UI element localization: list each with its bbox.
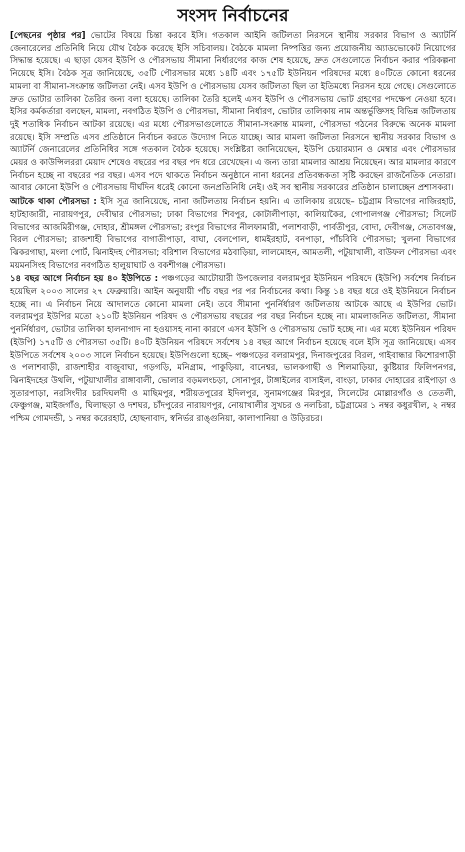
paragraph-3 <box>10 273 456 425</box>
subhead-pending-municipalities: আটকে থাকা পৌরসভা : <box>10 197 97 208</box>
paragraph-1-text: ভোটের বিষয়ে চিন্তা করবে ইসি। গতকাল আইনি জটিলতা নিরসনে স্থানীয় সরকার বিভাগ ও অ্যাটর্নি জেনারেলের প্রতিনিধি নিয়ে যৌথ বৈঠক করেছে ইসি সচিবালয়। বৈঠকে মামলা নিষ্পত্তির জন্য প্রয়োজনীয় অ্যাডভোকেট নিয়োগের সিদ্ধান্ত হয়েছে। এ ছাড়া যেসব ইউপি ও পৌরসভায় সীমানা নির্ধারণের কাজ শেষ হয়েছে, দ্রুত সেগুলোতে নির্বাচন করার পরিকল্পনা নিয়েছে ইসি। বৈঠক সূত্র জানিয়েছে, ৩৫টি পৌরসভার মধ্যে ১৪টি এবং ১৭৫টি ইউনিয়ন পরিষদের মধ্যে ৪০টিতে কোনো ধরনের মামলা বা সীমানা-সংক্রান্ত জটিলতা নেই। এসব ইউপি ও পৌরসভায় যেসব জটিলতা ছিল তা ইতিমধ্যে নিরসন হয়ে গেছে। সেগুলোতে দ্রুত ভোটার তালিকা তৈরির জন্য বলা হয়েছে। তালিকা তৈরি হলেই এসব ইউপি ও পৌরসভায় ভোট গ্রহণের পদক্ষেপ নেওয়া হবে। ইসির কর্মকর্তারা বলছেন, মামলা, নবগঠিত ইউপি ও পৌরসভা, সীমানা নির্ধারণ, ভোটার তালিকায় নাম অন্তর্ভুক্তিসহ বিভিন্ন জটিলতায় দুই শতাধিক নির্বাচন আটকা রয়েছে। এর মধ্যে পৌরসভাগুলোতে সীমানা-সংক্রান্ত মামলা, পৌরসভা গঠনের বিরুদ্ধে অনেক মামলা রয়েছে। ইসি সম্প্রতি এসব প্রতিষ্ঠানে নির্বাচন করতে উদ্যোগ নিতে যাচ্ছে। আর মামলা জটিলতা নিরসনে স্থানীয় সরকার বিভাগ ও অ্যাটর্নি জেনারেলের প্রতিনিধির সঙ্গে গতকাল বৈঠক হয়েছে। সংশ্লিষ্টরা জানিয়েছেন, ইউপি চেয়ারম্যান ও মেম্বার এবং পৌরসভার মেয়র ও কাউন্সিলররা মেয়াদ শেষেও বছরের পর বছর পদ ধরে রেখেছেন। এ জন্য তারা মামলার আশ্রয় নিয়েছেন। আর মামলার কারণে নির্বাচন হচ্ছে না বছরের পর বছর। এসব পদে থাকতে নির্বাচন অনুষ্ঠানে নানা ধরনের প্রতিবন্ধকতা সৃষ্টি করছেন রাজনৈতিক নেতারা। আবার কোনো ইউপি ও পৌরসভায় দীর্ঘদিন ধরেই কোনো জনপ্রতিনিধি নেই। ওই সব স্থানীয় সরকারের প্রতিষ্ঠান চালাচ্ছেন প্রশাসকরা। <box>10 31 456 194</box>
headline: সংসদ নির্বাচনের <box>177 6 289 26</box>
continuation-tag: [পেছনের পৃষ্ঠার পর] <box>10 31 86 41</box>
article-body <box>10 30 456 426</box>
paragraph-2 <box>10 196 456 272</box>
paragraph-1 <box>10 30 456 195</box>
paragraph-2-text: ইসি সূত্র জানিয়েছে, নানা জটিলতায় নির্বাচন হয়নি। এ তালিকায় রয়েছে– চট্টগ্রাম বিভাগের নাজিরহাট, হাটহাজারী, নারায়ণপুর, দেবীদ্বার পৌরসভা; ঢাকা বিভাগের শিবপুর, কোটালীপাড়া, কালিয়াকৈর, গোপালগঞ্জ পৌরসভা; সিলেট বিভাগের আজমিরীগঞ্জ, দোহার, শ্রীমঙ্গল পৌরসভা; রংপুর বিভাগের নীলফামারী, পলাশবাড়ী, পার্বতীপুর, বোদা, দেবীগঞ্জ, সেতাবগঞ্জ, বিরল পৌরসভা; রাজশাহী বিভাগের বাগাতীপাড়া, বাঘা, বেলপোল, ধামইরহাট, বনপাড়া, পাঁচবিবি পৌরসভা; খুলনা বিভাগের ঝিকরগাছা, মংলা পোর্ট, ঝিনাইদহ পৌরসভা; বরিশাল বিভাগের মঠবাড়িয়া, লালমোহন, আমতলী, পটুয়াখালী, বাউফল পৌরসভা এবং ময়মনসিংহ বিভাগের নবগঠিত হালুয়াঘাট ও বকশীগঞ্জ পৌরসভা। <box>10 197 456 271</box>
paragraph-3-text: পঞ্চগড়ের আটোয়ারী উপজেলার বলরামপুর ইউনিয়ন পরিষদে (ইউপি) সর্বশেষ নির্বাচন হয়েছিল ২০০৩ সালের ২৭ ফেব্রুয়ারি। আইন অনুযায়ী পাঁচ বছর পর পর নির্বাচনের কথা। কিন্তু ১৪ বছর ধরে ওই ইউনিয়নে নির্বাচন হচ্ছে না। এ নির্বাচন নিয়ে আদালতে কোনো মামলা নেই। তবে সীমানা পুনর্নির্ধারণ জটিলতায় আটকে আছে এ ইউপির ভোট। বলরামপুর ইউপির মতো ২১০টি ইউনিয়ন পরিষদ ও পৌরসভায় বছরের পর বছর নির্বাচন হচ্ছে না। মামলাজনিত জটিলতা, সীমানা পুনর্নির্ধারণ, ভোটার তালিকা হালনাগাদ না হওয়াসহ নানা কারণে এসব ইউপি ও পৌরসভায় ভোট হচ্ছে না। এর মধ্যে ইউনিয়ন পরিষদ (ইউপি) ১৭৫টি ও পৌরসভা ৩৫টি। ৪০টি ইউনিয়ন পরিষদে সর্বশেষ ১৪ বছর আগে নির্বাচন হয়েছে বলে ইসি সূত্র জানিয়েছে। এসব ইউপিতে সর্বশেষ ২০০৩ সালে নির্বাচন হয়েছে। ইউপিগুলো হচ্ছে– পঞ্চগড়ের বলরামপুর, দিনাজপুরের বিরল, গাইবান্ধার কিশোরগাড়ী ও পলাশবাড়ী, রাজশাহীর বাজুবাঘা, গড়গড়ি, মনিগ্রাম, পাকুড়িয়া, বানেশ্বর, ভালকগাছী ও শিলমাড়িয়া, কুষ্টিয়ার ফিলিপনগর, ঝিনাইদহের উথলি, পটুয়াখালীর রাঙ্গাবালী, ভোলার বড়মলংচড়া, সোনাপুর, টাঙ্গাইলের বাসাইল, বাংড়া, ঢাকার দোহারের রাইপাড়া ও সুতারপাড়া, নরসিংদীর চরদিঘলদী ও মাছিমপুর, শরীয়তপুরের ইদিলপুর, সুনামগঞ্জের মিরপুর, সিলেটের মোল্লারগাঁও ও তেতলী, ফেঞ্চুগঞ্জ, মাইজগাঁও, ঘিলাছড়া ও দশঘর, চাঁদপুরের নারায়ণপুর, নোয়াখালীর সুখচর ও নলচিরা, চট্টগ্রামের ১ নম্বর কধুরখীল, ২ নম্বর পশ্চিম গোমদন্ডী, ১ নম্বর করেরহাট, হোছনাবাদ, স্বনির্ভর রাঙ্গুনিয়া, কালাপানিয়া ও উড়িরচর। <box>10 274 457 425</box>
subhead-forty-unions: ১৪ বছর আগে নির্বাচন হয় ৪০ ইউপিতে : <box>10 274 159 285</box>
